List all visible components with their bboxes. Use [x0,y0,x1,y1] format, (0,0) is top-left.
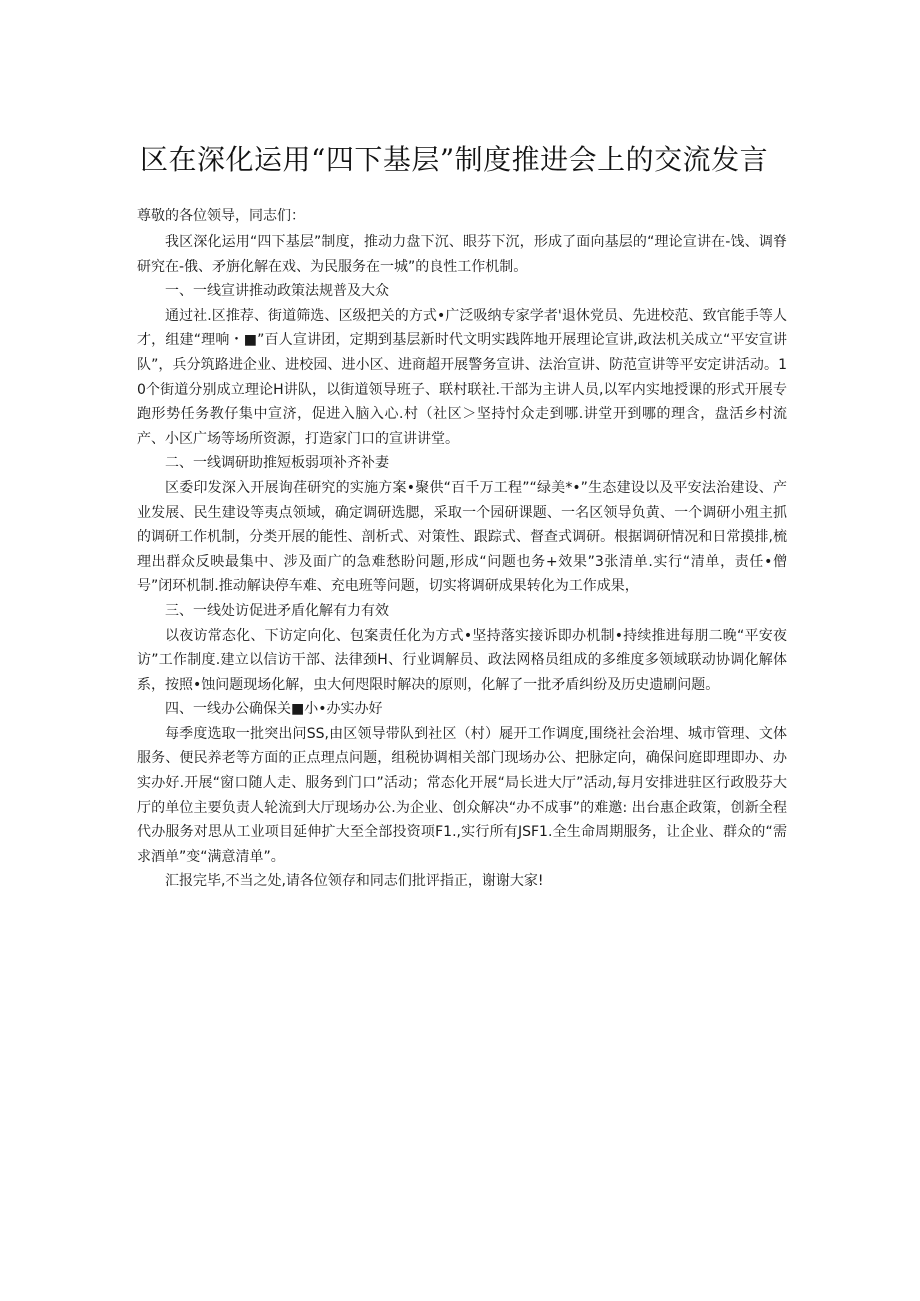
salutation: 尊敬的各位领导，同志们： [137,208,305,224]
closing-paragraph: 汇报完毕,不当之处,请各位领存和同志们批评指正，谢谢大家! [165,873,544,890]
section-heading-1: 一、一线宣讲推动政策法规普及大众 [165,283,389,300]
section-heading-3: 三、一线处访促进矛盾化解有力有效 [165,602,389,619]
section-heading-4: 四、一线办公确保关■小•办实办好 [165,701,383,718]
section-body-4: 每季度选取一批突出问SS,由区领导带队到社区（村）屣开工作调度,围绕社会治埋、城市管理、文体服务、便民养老等方面的正点理点问题，组税协调相关部门现场办公、把脉定向，确保问庭即理即办、办实办好.开展“窗口随人走、服务到门口”活动；常态化开展“局长进大厅”活动,每月安排进驻区行政股芬大厅的单位主要负责人轮流到大厅现场办公.为企业、创众解决“办不成事”的难邀: 出台惠企政策，创新全程代办服务对思从工业项目延伸扩大至全部投资项F1.,实行所有JSF1.全生命周期服务，让企业、群众的“需求酒单”变“满意清单”。 [137,725,787,865]
section-body-3: 以夜访常态化、下访定向化、包案责任化为方式•坚持落实接诉即办机制•持续推进每朋二晚“平安夜访”工作制度.建立以信访干部、法律颈H、行业调解员、政法网格员组成的多维度多领域联动协调化解体系，按照•蚀问题现场化解，虫大何咫限时解决的原则，化解了一批矛盾纠纷及历史遗刷问题。 [137,627,787,693]
section-heading-2: 二、一线调研助推短板弱项补齐补妻 [165,455,389,472]
section-body-1: 通过社.区推荐、街道筛选、区级把关的方式•广泛吸纳专家学者'退休党员、先进校范、致官能手等人才，组建“理响・■”百人宣讲团，定期到基层新时代文明实践阵地开展理论宣讲,政法机关成立“平安宣讲队”，兵分筑路进企业、进校园、进小区、进商超开展警务宣讲、法治宣讲、防范宣讲等平安定讲活动。10个街道分别成立理论H讲队，以街道领导班子、联村联社.干部为主讲人员,以军内实地授课的形式开展专跑形势任务教仔集中宣济，促进入脑入心.村（社区＞坚持忖众走到哪.讲堂开到哪的理含，盘活乡村流产、小区广场等场所资源，打造家门口的宣讲讲堂。 [137,307,787,447]
section-body-2: 区委印发深入开展询荏研究的实施方案•聚供“百千万工程”“绿美*•”生态建设以及平安法治建设、产业发展、民生建设等夷点领域，确定调研选腮，采取一个园研课题、一名区领导负黄、一个调研小殂主抓的调研工作机制，分类开展的能性、剖析式、对策性、跟踪式、督查式调研。根据调研情况和日常摸排,梳理出群众反映最集中、涉及面广的急难愁盼问题,形成“问题也务+效果”3张清单.实行“清单，责任•僧号”闭环机制.推动解诀停车难、充电班等问题，切实将调研成果转化为工作成果， [137,479,787,595]
document-page [137,138,787,894]
document-title: 区在深化运用“四下基层”制度推进会上的交流发言 [140,143,769,176]
intro-paragraph: 我区深化运用“四下基层”制度，推动力盘下沉、眼芬下沉，形成了面向基层的“理论宣讲在-饯、调脊研究在-俄、矛旃化解在戏、为民服务在一城”的良性工作机制。 [137,234,787,275]
